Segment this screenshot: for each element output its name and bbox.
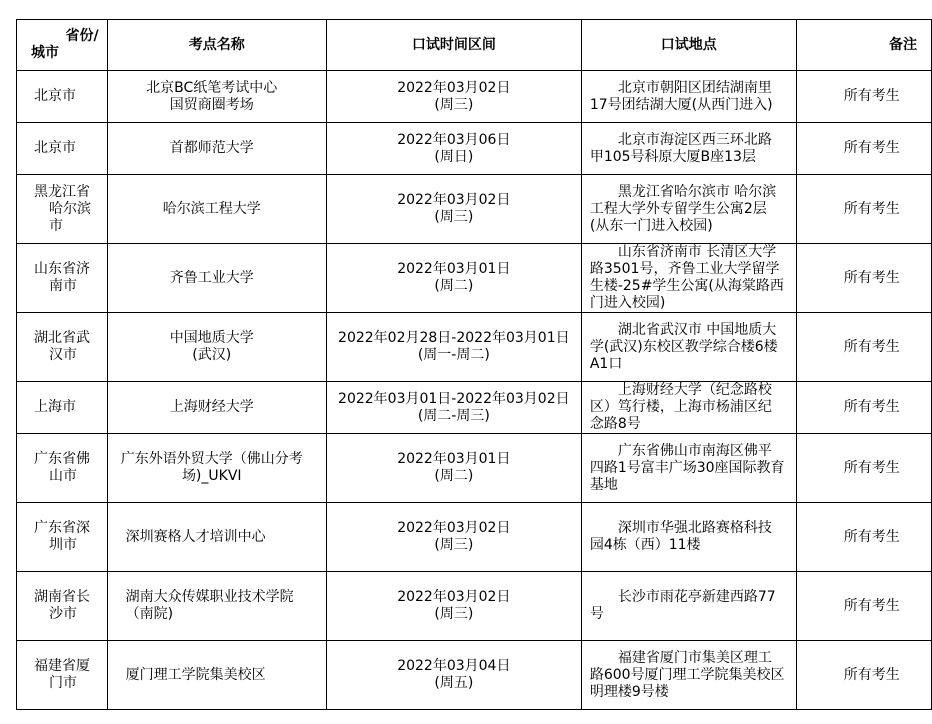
exam-time-cell (326, 123, 581, 175)
note-cell: 所有考生 (796, 503, 931, 572)
exam-address-cell: 长沙市雨花亭新建西路77号 (581, 572, 796, 641)
header-province-line1: 省份/ (65, 28, 99, 44)
province-cell: 山东省济南市 (17, 244, 108, 313)
exam-time-cell (326, 71, 581, 123)
exam-venue-table (16, 19, 932, 710)
exam-time-line: (周二-周三) (417, 407, 490, 424)
exam-address-cell: 上海财经大学（纪念路校区）笃行楼，上海市杨浦区纪念路8号 (581, 382, 796, 434)
exam-time-cell (326, 572, 581, 641)
note-cell: 所有考生 (796, 71, 931, 123)
center-name-line: 厦门理工学院集美校区 (125, 666, 266, 683)
center-name-cell (107, 71, 326, 123)
exam-address-cell: 湖北省武汉市 中国地质大学(武汉)东校区教学综合楼6楼A1口 (581, 313, 796, 382)
province-cell: 黑龙江省哈尔滨市 (17, 175, 108, 244)
province-cell: 湖南省长沙市 (17, 572, 108, 641)
table-row (17, 434, 932, 503)
table-row (17, 382, 932, 434)
exam-time-line: (周五) (434, 675, 474, 691)
exam-time-line: (周三) (434, 537, 474, 553)
center-name-cell (107, 434, 326, 503)
exam-time-line: (周一-周二) (417, 347, 490, 363)
center-name-cell (107, 641, 326, 710)
table-row (17, 572, 932, 641)
center-name-cell (107, 313, 326, 382)
province-cell: 广东省佛山市 (17, 434, 108, 503)
center-name-line: 首都师范大学 (169, 140, 254, 156)
exam-address-cell: 广东省佛山市南海区佛平四路1号富丰广场30座国际教育基地 (581, 434, 796, 503)
center-name-line: 北京BC纸笔考试中心 (146, 79, 278, 96)
exam-time-line: (周二) (434, 468, 474, 484)
exam-time-line: 2022年02月28日-2022年03月01日 (338, 330, 570, 346)
exam-time-cell (326, 175, 581, 244)
exam-address-cell: 深圳市华强北路赛格科技园4栋（西）11楼 (581, 503, 796, 572)
exam-time-line: 2022年03月01日 (397, 451, 511, 467)
header-center: 考点名称 (107, 20, 326, 71)
center-name-line: 深圳赛格人才培训中心 (125, 528, 266, 545)
center-name-cell (107, 123, 326, 175)
table-row (17, 503, 932, 572)
note-cell: 所有考生 (796, 382, 931, 434)
province-cell: 北京市 (17, 123, 108, 175)
exam-time-line: 2022年03月06日 (397, 131, 511, 148)
exam-time-line: 2022年03月02日 (397, 79, 511, 96)
exam-time-cell (326, 503, 581, 572)
note-cell: 所有考生 (796, 434, 931, 503)
note-cell: 所有考生 (796, 313, 931, 382)
exam-time-line: 2022年03月02日 (397, 192, 511, 208)
center-name-cell (107, 572, 326, 641)
center-name-line: (武汉) (192, 347, 232, 363)
province-cell: 广东省深圳市 (17, 503, 108, 572)
header-time: 口试时间区间 (326, 20, 581, 71)
exam-time-cell (326, 434, 581, 503)
center-name-line: 国贸商圈考场 (169, 96, 254, 113)
exam-address-cell: 山东省济南市 长清区大学路3501号，齐鲁工业大学留学生楼-25#学生公寓(从海棠路西门进入校园) (581, 244, 796, 313)
exam-time-cell (326, 244, 581, 313)
table-row (17, 244, 932, 313)
center-name-line: 湖南大众传媒职业技术学院（南院) (125, 589, 294, 622)
exam-time-line: 2022年03月01日 (397, 261, 511, 277)
exam-time-line: 2022年03月02日 (397, 520, 511, 536)
table-row (17, 641, 932, 710)
exam-time-cell (326, 641, 581, 710)
header-province-line2: 城市 (31, 45, 59, 61)
center-name-cell (107, 503, 326, 572)
center-name-cell (107, 382, 326, 434)
center-name-line: 上海财经大学 (169, 399, 254, 415)
header-note: 备注 (796, 20, 931, 71)
note-cell: 所有考生 (796, 175, 931, 244)
header-address: 口试地点 (581, 20, 796, 71)
exam-time-line: (周三) (434, 606, 474, 622)
table-row (17, 71, 932, 123)
exam-address-cell: 北京市海淀区西三环北路甲105号科原大厦B座13层 (581, 123, 796, 175)
exam-time-line: (周三) (434, 96, 474, 113)
exam-time-cell (326, 382, 581, 434)
exam-address-cell: 黑龙江省哈尔滨市 哈尔滨工程大学外专留学生公寓2层 (从东一门进入校园) (581, 175, 796, 244)
province-cell: 上海市 (17, 382, 108, 434)
note-cell: 所有考生 (796, 572, 931, 641)
table-row (17, 175, 932, 244)
center-name-line: 中国地质大学 (169, 330, 254, 346)
table-header-row (17, 20, 932, 71)
note-cell: 所有考生 (796, 641, 931, 710)
exam-time-line: 2022年03月04日 (397, 658, 511, 674)
note-cell: 所有考生 (796, 123, 931, 175)
note-cell: 所有考生 (796, 244, 931, 313)
province-cell: 湖北省武汉市 (17, 313, 108, 382)
table-row (17, 123, 932, 175)
center-name-line: 广东外语外贸大学（佛山分考场)_UKVI (120, 451, 303, 484)
province-cell: 北京市 (17, 71, 108, 123)
exam-address-cell: 福建省厦门市集美区理工路600号厦门理工学院集美校区明理楼9号楼 (581, 641, 796, 710)
center-name-cell (107, 244, 326, 313)
exam-time-line: (周日) (434, 148, 474, 165)
exam-time-line: (周二) (434, 278, 474, 294)
center-name-cell (107, 175, 326, 244)
province-cell: 福建省厦门市 (17, 641, 108, 710)
exam-time-cell (326, 313, 581, 382)
exam-time-line: 2022年03月01日-2022年03月02日 (338, 390, 570, 407)
center-name-line: 齐鲁工业大学 (169, 269, 254, 286)
exam-time-line: 2022年03月02日 (397, 589, 511, 605)
center-name-line: 哈尔滨工程大学 (162, 200, 261, 217)
header-province (17, 20, 108, 71)
exam-address-cell: 北京市朝阳区团结湖南里17号团结湖大厦(从西门进入) (581, 71, 796, 123)
table-row (17, 313, 932, 382)
exam-time-line: (周三) (434, 209, 474, 225)
